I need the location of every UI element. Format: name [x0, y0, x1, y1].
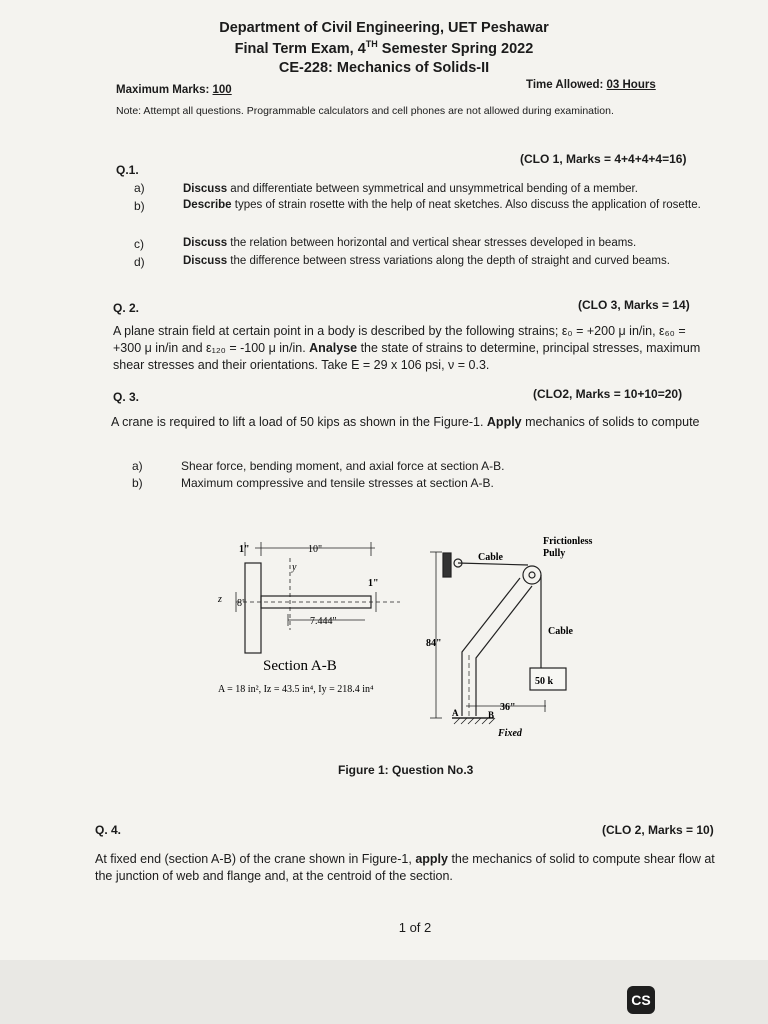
figure-caption: Figure 1: Question No.3: [338, 763, 474, 777]
instructions-note: Note: Attempt all questions. Programmable calculators and cell phones are not allowed during examination.: [116, 105, 614, 117]
dim-10-label: 10": [308, 544, 323, 555]
q1-letter-b: b): [134, 199, 145, 213]
q1-item-c: Discuss the relation between horizontal and vertical shear stresses developed in beams.: [183, 237, 637, 249]
dim-8-label: 8": [237, 598, 247, 609]
q1-clo: (CLO 1, Marks = 4+4+4+4=16): [520, 152, 687, 166]
q1-letter-a: a): [134, 181, 145, 195]
section-ab-drawing: [236, 542, 400, 653]
q4-text: At fixed end (section A-B) of the crane shown in Figure-1, apply the mechanics of solid to compute shear flow at the junction of web and flange and, at the centroid of the section.: [95, 852, 715, 883]
q3-item-b: Maximum compressive and tensile stresses at section A-B.: [181, 476, 494, 490]
max-marks: Maximum Marks: 100: [116, 84, 232, 96]
department-title: Department of Civil Engineering, UET Peshawar: [219, 20, 549, 36]
z-axis-label: z: [218, 594, 222, 605]
width-label: 36": [500, 702, 516, 713]
q3-clo: (CLO2, Marks = 10+10=20): [533, 387, 683, 401]
q3-item-a: Shear force, bending moment, and axial force at section A-B.: [181, 459, 505, 473]
q1-letter-d: d): [134, 255, 145, 269]
time-allowed: Time Allowed: 03 Hours: [526, 79, 656, 91]
section-properties: A = 18 in², Iz = 43.5 in⁴, Iy = 218.4 in⁴: [218, 684, 374, 695]
load-label: 50 k: [535, 676, 554, 687]
height-label: 84": [426, 638, 442, 649]
course-title: CE-228: Mechanics of Solids-II: [278, 60, 490, 76]
dim-1-label: 1": [239, 544, 250, 555]
camscanner-badge: CS: [627, 986, 655, 1014]
q4-clo: (CLO 2, Marks = 10): [602, 823, 714, 837]
y-axis-label: y: [292, 562, 297, 573]
dim-1b-label: 1": [368, 578, 379, 589]
cable-top-label: Cable: [478, 552, 503, 563]
page-number: 1 of 2: [398, 920, 432, 935]
cable-right-label: Cable: [548, 626, 573, 637]
q3-letter-a: a): [132, 459, 143, 473]
figure-1: [0, 520, 768, 760]
point-a-label: A: [452, 708, 459, 718]
section-title: Section A-B: [263, 658, 337, 674]
q1-item-a: Discuss and differentiate between symmetrical and unsymmetrical bending of a member.: [183, 183, 638, 195]
q3-text: A crane is required to lift a load of 50 kips as shown in the Figure-1. Apply mechanics of solids to compute: [111, 415, 700, 429]
dim-7444-label: 7.444": [310, 616, 337, 627]
pulley-label-1: Frictionless: [543, 536, 593, 547]
q1-label: Q.1.: [116, 163, 139, 177]
q2-clo: (CLO 3, Marks = 14): [578, 298, 690, 312]
q1-item-b: Describe types of strain rosette with the help of neat sketches. Also discuss the application of rosette.: [183, 199, 701, 211]
q2-text: A plane strain field at certain point in a body is described by the following strains; ε₀ = +200 μ in/in, ε₆₀ = +300 μ in/in and ε₁₂₀ = -100 μ in/in. Analyse the state of strains to determine, principal stresses, maximum shear stresses and their orientations. Take E = 29 x 106 psi, ν = 0.3.: [113, 324, 701, 372]
q1-letter-c: c): [134, 237, 144, 251]
q2-label: Q. 2.: [113, 301, 140, 315]
pulley-label-2: Pully: [543, 548, 566, 559]
point-b-label: B: [488, 710, 495, 720]
q4-label: Q. 4.: [95, 823, 122, 837]
q3-letter-b: b): [132, 476, 143, 490]
exam-title: Final Term Exam, 4TH Semester Spring 2022: [234, 39, 534, 57]
fixed-label: Fixed: [498, 728, 522, 739]
crane-drawing: [430, 552, 566, 724]
q3-label: Q. 3.: [113, 390, 140, 404]
q1-item-d: Discuss the difference between stress variations along the depth of straight and curved beams.: [183, 255, 670, 267]
